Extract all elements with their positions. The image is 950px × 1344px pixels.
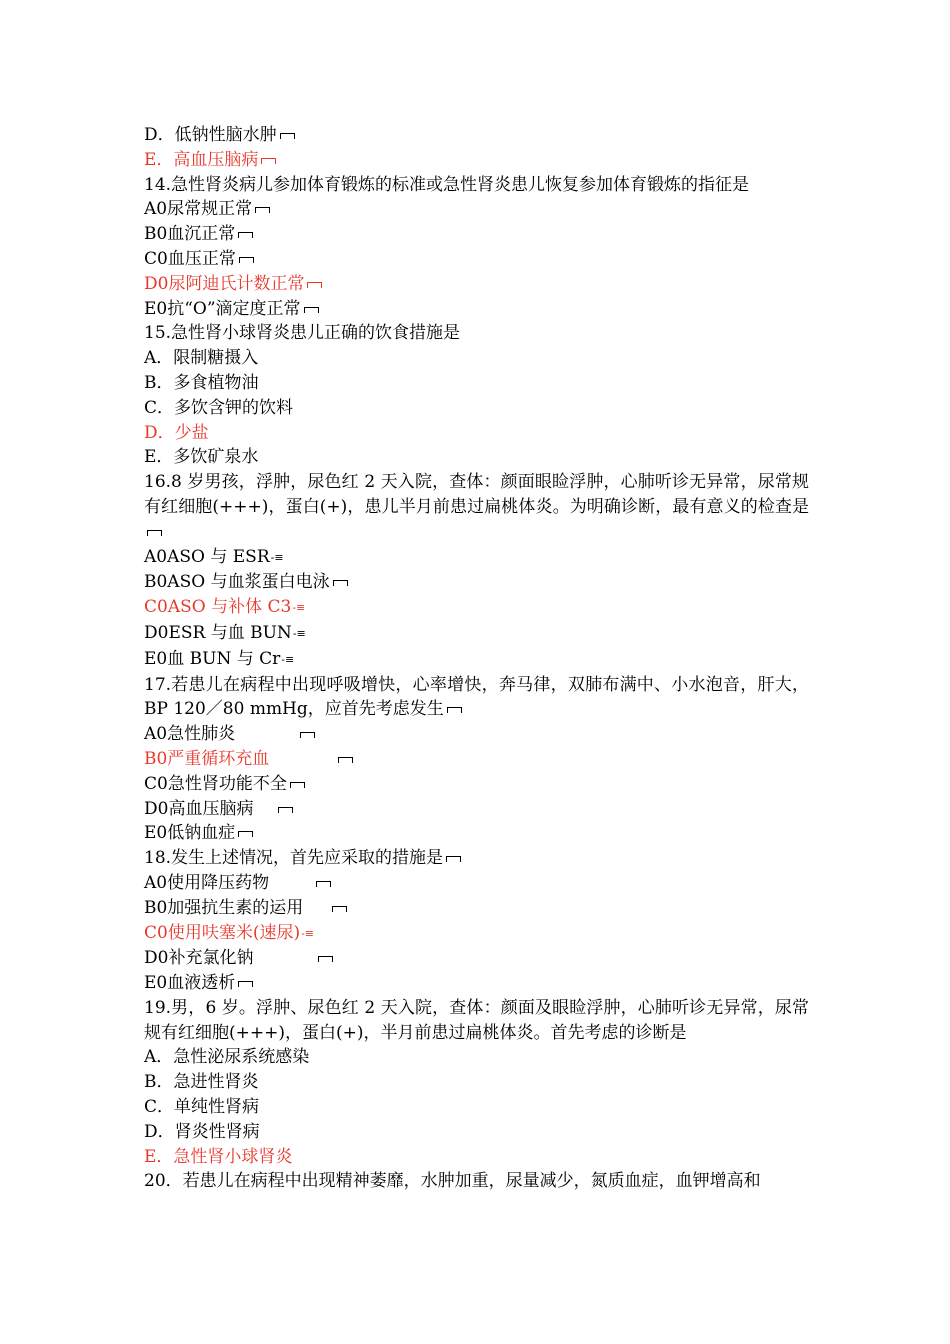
paragraph-mark-icon	[304, 307, 319, 313]
paragraph-mark-icon	[280, 133, 295, 139]
document-page	[144, 123, 809, 1194]
option-14-b: B0血沉正常	[144, 222, 809, 247]
line-break-icon: -≡	[292, 601, 306, 615]
paragraph-mark-icon	[318, 956, 333, 962]
option-14-e: E0抗“O”滴定度正常	[144, 297, 809, 322]
line-break-icon: -≡	[281, 652, 295, 666]
paragraph-mark-icon	[446, 856, 461, 862]
option-13-d: D．低钠性脑水肿	[144, 123, 809, 148]
option-13-e-answer: E．高血压脑病	[144, 148, 809, 173]
question-20-stem: 20．若患儿在病程中出现精神萎靡，水肿加重，尿量减少，氮质血症，血钾增高和	[144, 1171, 761, 1192]
paragraph-mark-icon	[238, 232, 253, 238]
paragraph-mark-icon	[290, 782, 305, 788]
option-18-d: D0补充氯化钠	[144, 946, 809, 971]
option-16-b: B0ASO 与血浆蛋白电泳	[144, 570, 809, 595]
line-break-icon: -≡	[292, 626, 306, 640]
question-16-stem: 16.8 岁男孩，浮肿，尿色红 2 天入院，查体：颜面眼睑浮肿，心肺听诊无异常，尿常规有红细胞(+++)，蛋白(+)，患儿半月前患过扁桃体炎。为明确诊断，最有意义的检查是	[144, 470, 809, 544]
paragraph-mark-icon	[316, 881, 331, 887]
question-17-stem: 17.若患儿在病程中出现呼吸增快，心率增快，奔马律，双肺布满中、小水泡音，肝大，BP 120／80 mmHg，应首先考虑发生	[144, 674, 809, 720]
line-break-icon: -≡	[301, 926, 315, 940]
option-16-c-answer: C0ASO 与补体 C3-≡	[144, 595, 809, 621]
question-15-stem: 15.急性肾小球肾炎患儿正确的饮食措施是	[144, 323, 461, 344]
option-15-c: C．多饮含钾的饮料	[144, 397, 294, 418]
option-15-b: B．多食植物油	[144, 372, 259, 393]
option-18-c-answer: C0使用呋塞米(速尿)-≡	[144, 921, 809, 947]
paragraph-mark-icon	[333, 580, 348, 586]
question-19-stem: 19.男，6 岁。浮肿、尿色红 2 天入院，查体：颜面及眼睑浮肿，心肺听诊无异常，尿常规有红细胞(+++)，蛋白(+)，半月前患过扁桃体炎。首先考虑的诊断是	[144, 997, 809, 1043]
option-17-b-answer: B0严重循环充血	[144, 747, 809, 772]
paragraph-mark-icon	[261, 158, 276, 164]
option-18-a: A0使用降压药物	[144, 871, 809, 896]
option-16-e: E0血 BUN 与 Cr-≡	[144, 647, 809, 673]
option-18-e: E0血液透析	[144, 971, 809, 996]
paragraph-mark-icon	[332, 906, 347, 912]
paragraph-mark-icon	[255, 207, 270, 213]
option-14-c: C0血压正常	[144, 247, 809, 272]
option-17-a: A0急性肺炎	[144, 722, 809, 747]
line-break-icon: -≡	[270, 550, 284, 564]
option-15-e: E．多饮矿泉水	[144, 447, 259, 468]
option-14-a: A0尿常规正常	[144, 197, 809, 222]
option-16-d: D0ESR 与血 BUN-≡	[144, 621, 809, 647]
option-19-d: D．肾炎性肾病	[144, 1121, 260, 1142]
paragraph-mark-icon	[338, 757, 353, 763]
option-19-c: C．单纯性肾病	[144, 1097, 260, 1118]
question-14-stem: 14.急性肾炎病儿参加体育锻炼的标准或急性肾炎患儿恢复参加体育锻炼的指征是	[144, 174, 750, 195]
option-15-d-answer: D．少盐	[144, 422, 209, 443]
option-17-d: D0高血压脑病	[144, 797, 809, 822]
option-19-b: B．急进性肾炎	[144, 1072, 259, 1093]
paragraph-mark-icon	[238, 831, 253, 837]
option-18-b: B0加强抗生素的运用	[144, 896, 809, 921]
option-17-c: C0急性肾功能不全	[144, 772, 809, 797]
paragraph-mark-icon	[239, 257, 254, 263]
option-17-e: E0低钠血症	[144, 821, 809, 846]
paragraph-mark-icon	[278, 807, 293, 813]
paragraph-mark-icon	[238, 981, 253, 987]
question-18-stem: 18.发生上述情况，首先应采取的措施是	[144, 846, 809, 871]
option-19-a: A．急性泌尿系统感染	[144, 1047, 310, 1068]
option-14-d-answer: D0尿阿迪氏计数正常	[144, 272, 809, 297]
option-19-e-answer: E．急性肾小球肾炎	[144, 1146, 293, 1167]
paragraph-mark-icon	[447, 707, 462, 713]
paragraph-mark-icon	[307, 282, 322, 288]
option-16-a: A0ASO 与 ESR-≡	[144, 545, 809, 571]
paragraph-mark-icon	[147, 530, 162, 536]
option-15-a: A．限制糖摄入	[144, 348, 259, 369]
paragraph-mark-icon	[300, 732, 315, 738]
